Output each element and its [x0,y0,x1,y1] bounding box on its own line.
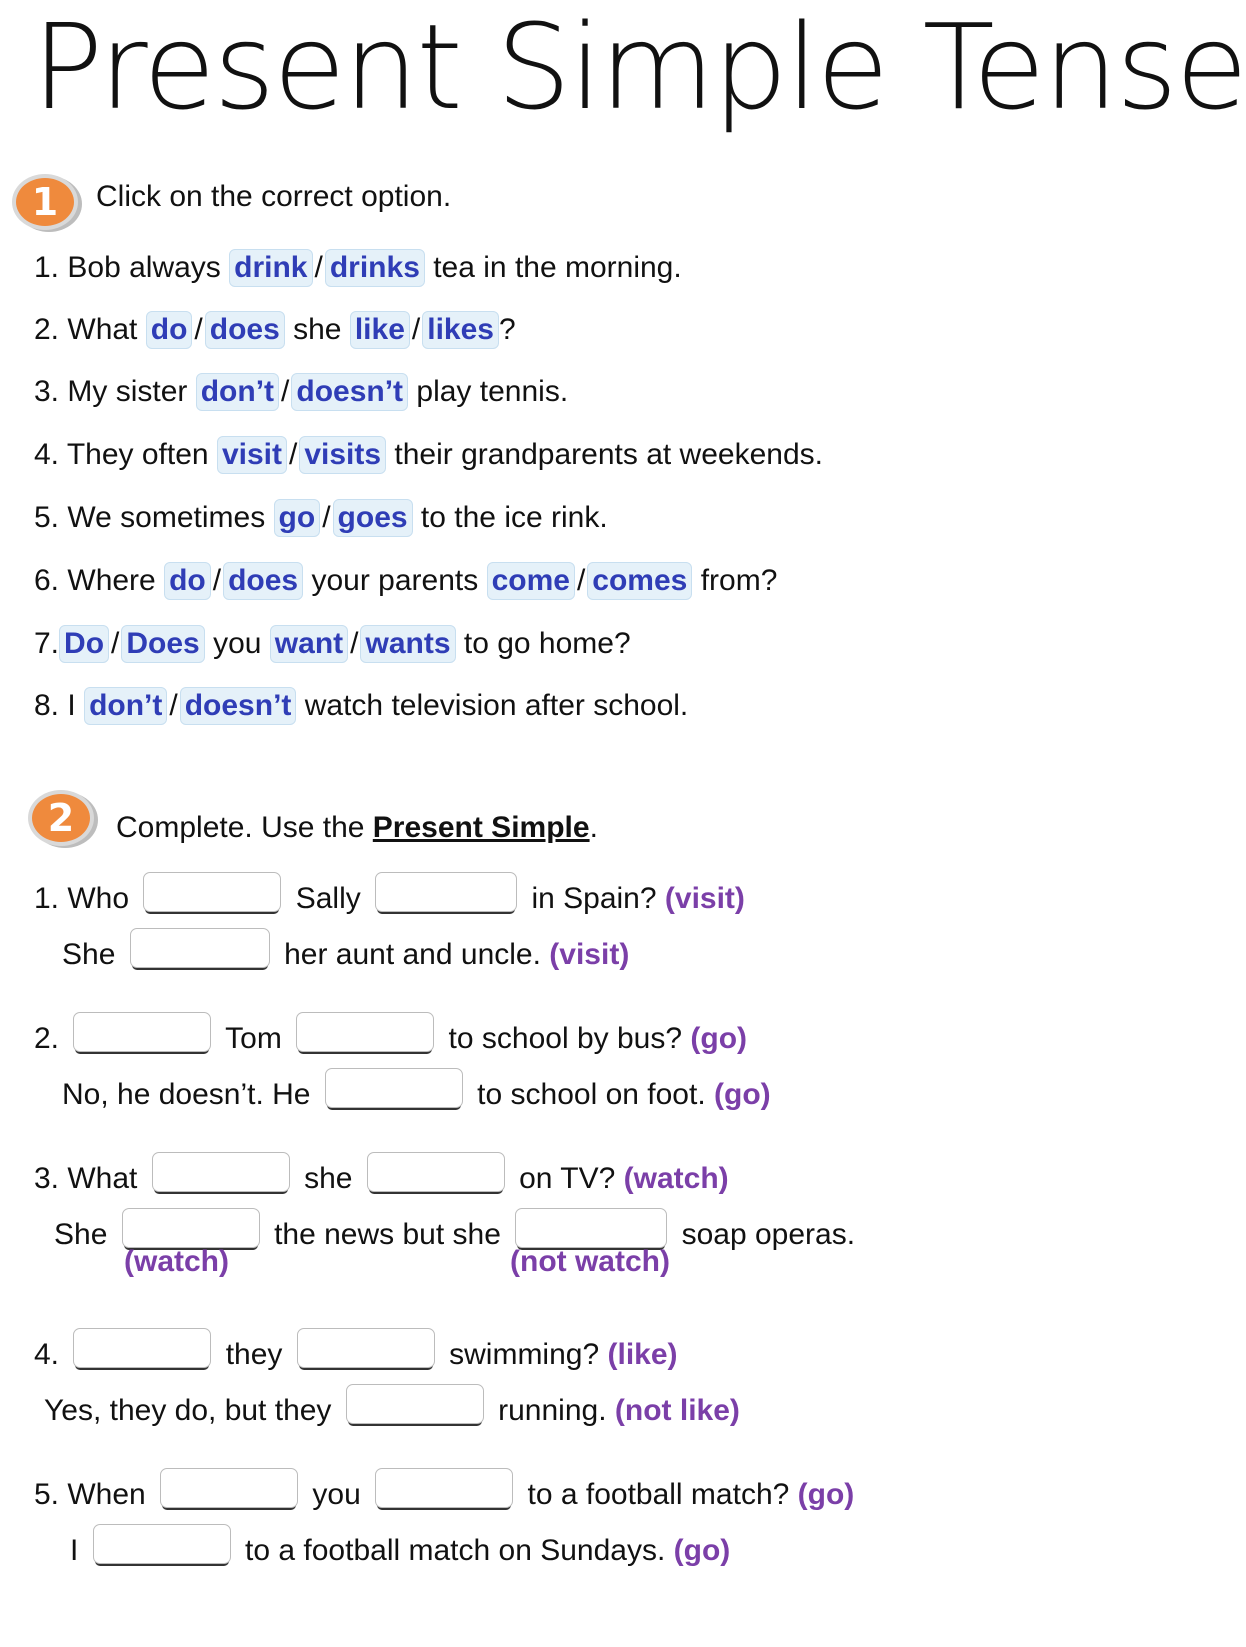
item-text: to a football match on Sundays. [245,1534,666,1567]
option-wants[interactable]: wants [360,625,455,663]
item-text: tea in the morning. [433,251,682,284]
page-title: Present Simple Tense [32,0,1246,136]
instruction-emphasis: Present Simple [372,811,590,844]
item-text: your parents [311,564,479,597]
item-text: play tennis. [416,375,569,408]
exercise-2-answer-4 [44,1384,740,1431]
item-text: Where [67,564,156,597]
option-doesnt[interactable]: doesn’t [180,687,297,725]
instruction-text: Complete. Use the [116,811,373,844]
option-separator: / [350,627,359,660]
item-text: soap operas. [681,1218,856,1251]
item-text: to school on foot. [477,1078,706,1111]
exercise-2-question-2 [34,1012,747,1059]
item-text: their grandparents at weekends. [394,438,823,471]
exercise-1-item-8 [34,686,688,726]
item-text: 3. What [34,1162,138,1195]
option-separator: / [322,501,331,534]
item-text: 4. [34,1338,60,1371]
exercise-2-question-3 [34,1152,729,1199]
option-does[interactable]: does [205,311,285,349]
item-text: to go home? [463,627,631,660]
exercise-2-question-4 [34,1328,678,1375]
item-text: Tom [225,1022,282,1055]
option-goes[interactable]: goes [333,499,413,537]
item-text: They often [66,438,209,471]
item-text: I [70,1534,79,1567]
item-text: I [67,689,76,722]
exercise-2-answer-2 [62,1068,771,1115]
verb-hint: (not watch) [510,1245,670,1278]
answer-input[interactable] [143,872,281,912]
item-text: Yes, they do, but they [44,1394,332,1427]
item-text: watch television after school. [304,689,689,722]
option-separator: / [111,627,120,660]
verb-hint: (go) [690,1022,748,1055]
item-text: to school by bus? [448,1022,683,1055]
option-dont[interactable]: don’t [84,687,167,725]
option-does[interactable]: Does [121,625,204,663]
answer-input[interactable] [130,928,270,968]
option-come[interactable]: come [487,562,575,600]
instruction-text: . [589,811,598,844]
item-text: running. [498,1394,607,1427]
item-number: 8. [34,689,60,722]
answer-input[interactable] [73,1328,211,1368]
item-text: ? [498,313,516,346]
item-number: 5. [34,501,60,534]
verb-hint: (not like) [614,1394,740,1427]
item-text: they [225,1338,283,1371]
item-number: 2. [34,313,60,346]
answer-input[interactable] [375,872,517,912]
verb-hint: (go) [797,1478,855,1511]
section-2-instruction [116,811,598,845]
answer-input[interactable] [93,1524,231,1564]
section-1-number-badge: 1 [12,174,78,230]
item-text: you [213,627,262,660]
item-number: 1. [34,251,60,284]
item-number: 3. [34,375,60,408]
exercise-1-item-4 [34,435,823,475]
option-doesnt[interactable]: doesn’t [291,373,408,411]
exercise-1-item-7 [34,624,631,664]
option-separator: / [314,251,323,284]
verb-hint: (like) [607,1338,678,1371]
option-drink[interactable]: drink [229,249,312,287]
option-separator: / [212,564,222,597]
item-text: her aunt and uncle. [284,938,541,971]
answer-input[interactable] [160,1468,298,1508]
item-text: She [62,938,116,971]
verb-hint: (go) [673,1534,731,1567]
item-text: you [312,1478,361,1511]
answer-input[interactable] [122,1208,260,1248]
item-number: 4. [34,438,60,471]
verb-hint: (watch) [124,1245,229,1278]
answer-input[interactable] [73,1012,211,1052]
option-dont[interactable]: don’t [196,373,279,411]
item-text: 5. When [34,1478,146,1511]
option-go[interactable]: go [274,499,321,537]
item-number: 7. [34,627,60,660]
option-separator: / [169,689,178,722]
exercise-2-question-5 [34,1468,854,1515]
option-do[interactable]: do [164,562,211,600]
item-text: swimming? [449,1338,600,1371]
verb-hint: (visit) [664,882,745,915]
item-text: she [304,1162,353,1195]
exercise-1-item-2 [34,310,516,350]
item-text: the news but she [274,1218,501,1251]
answer-input[interactable] [515,1208,667,1248]
verb-hint: (watch) [623,1162,729,1195]
answer-input[interactable] [297,1328,435,1368]
exercise-2-answer-5 [70,1524,730,1571]
answer-input[interactable] [375,1468,513,1508]
answer-input[interactable] [152,1152,290,1192]
option-separator: / [411,313,421,346]
option-separator: / [281,375,290,408]
item-text: She [54,1218,108,1251]
option-like[interactable]: like [350,311,410,349]
exercise-1-item-6 [34,561,777,601]
item-text: We sometimes [67,501,266,534]
option-separator: / [194,313,203,346]
item-text: Sally [295,882,361,915]
exercise-1-item-1 [34,248,682,288]
item-text: to the ice rink. [420,501,608,534]
option-does[interactable]: does [223,562,303,600]
item-text: Bob always [67,251,221,284]
option-separator: / [288,438,298,471]
exercise-2-question-1 [34,872,745,919]
item-text: from? [700,564,778,597]
item-number: 6. [34,564,60,597]
option-do[interactable]: do [146,311,193,349]
option-likes[interactable]: likes [422,311,499,349]
item-text: she [293,313,342,346]
option-want[interactable]: want [270,625,348,663]
section-1-instruction: Click on the correct option. [96,180,452,213]
answer-input[interactable] [325,1068,463,1108]
item-text: on TV? [519,1162,616,1195]
section-2-number-badge: 2 [28,790,94,846]
option-visits[interactable]: visits [299,436,386,474]
option-visit[interactable]: visit [217,436,287,474]
option-drinks[interactable]: drinks [325,249,425,287]
option-do[interactable]: Do [59,625,109,663]
item-text: 1. Who [34,882,130,915]
answer-input[interactable] [296,1012,434,1052]
exercise-2-answer-1 [62,928,629,975]
item-text: My sister [67,375,188,408]
verb-hint: (go) [714,1078,771,1111]
answer-input[interactable] [367,1152,505,1192]
exercise-1-item-5 [34,498,608,538]
option-comes[interactable]: comes [587,562,692,600]
exercise-1-item-3 [34,372,568,412]
item-text: 2. [34,1022,60,1055]
item-text: No, he doesn’t. He [62,1078,311,1111]
option-separator: / [576,564,586,597]
answer-input[interactable] [346,1384,484,1424]
item-text: to a football match? [527,1478,790,1511]
item-text: in Spain? [531,882,657,915]
item-text: What [67,313,138,346]
verb-hint: (visit) [549,938,630,971]
